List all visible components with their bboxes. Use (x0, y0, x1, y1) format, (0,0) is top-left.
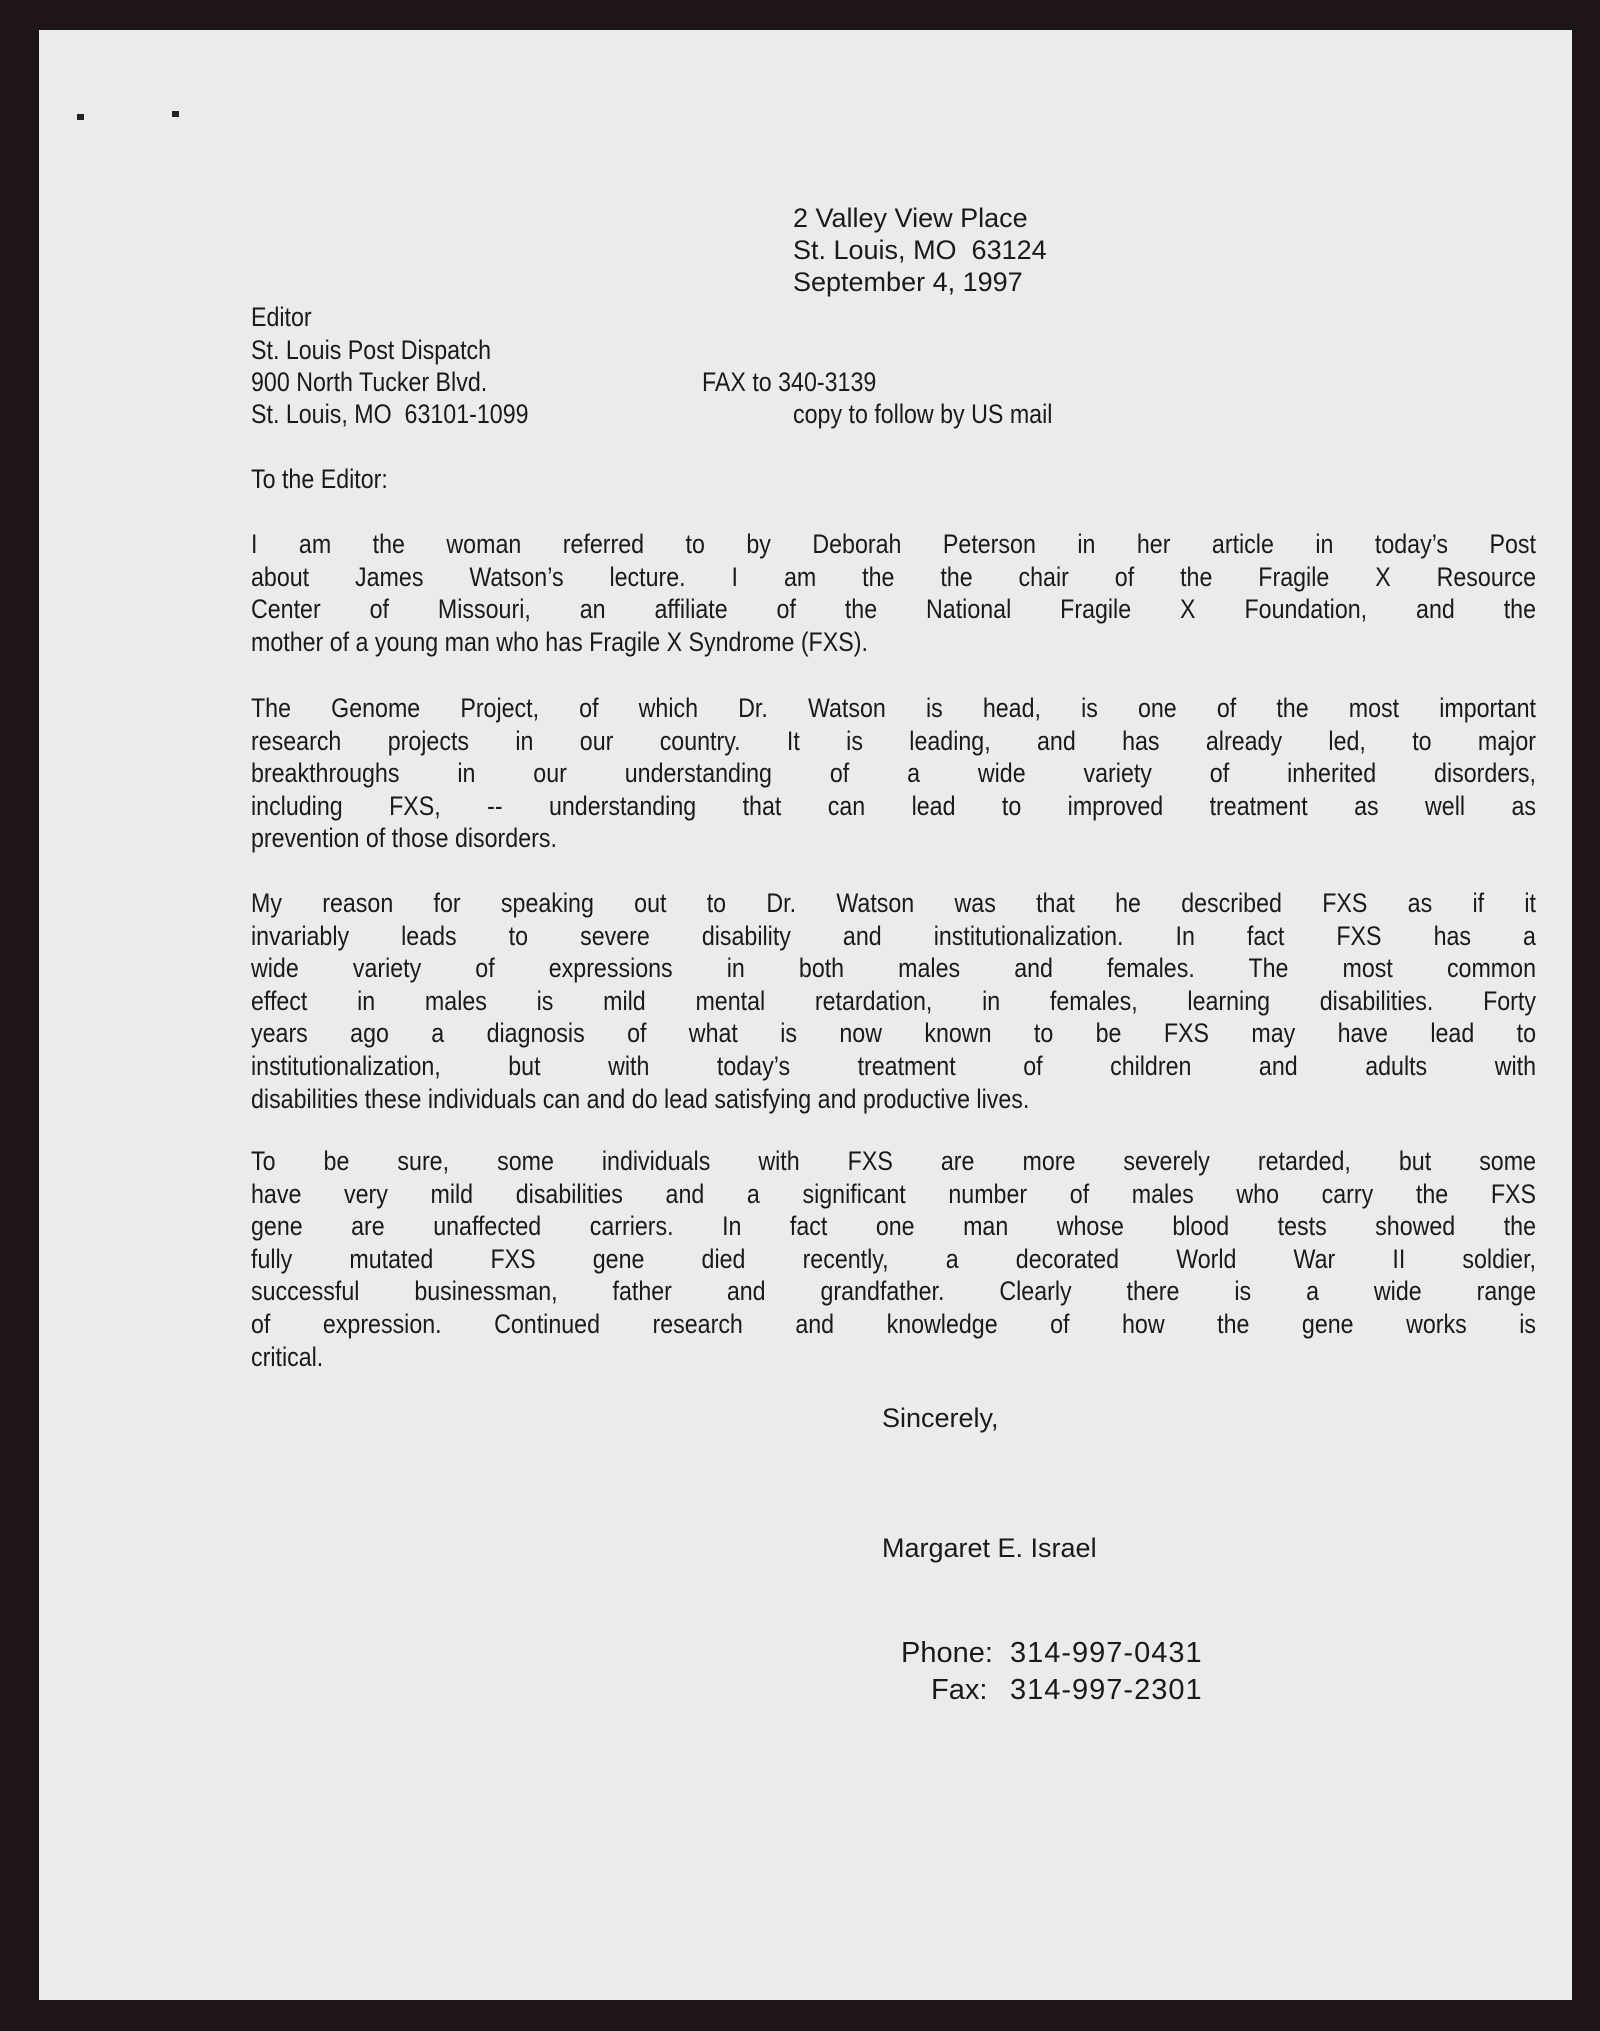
paragraph-line: effect in males is mild mental retardation, in females, learning disabilities. Forty (251, 985, 1536, 1016)
paragraph-line: including FXS, -- understanding that can lead to improved treatment as well as (251, 790, 1536, 821)
paragraph-line: I am the woman referred to by Deborah Peterson in her article in today’s Post (251, 529, 1536, 559)
paragraph-line: invariably leads to severe disability and institutionalization. In fact FXS has a (251, 920, 1536, 951)
copy-note: copy to follow by US mail (793, 399, 1053, 429)
recipient-street: 900 North Tucker Blvd. (251, 367, 488, 397)
paragraph-line: wide variety of expressions in both males and females. The most common (251, 953, 1536, 984)
recipient-city: St. Louis, MO 63101-1099 (251, 399, 529, 429)
paragraph-line: prevention of those disorders. (251, 823, 557, 854)
paragraph-line: fully mutated FXS gene died recently, a decorated World War II soldier, (251, 1243, 1536, 1274)
paragraph-line: breakthroughs in our understanding of a wide variety of inherited disorders, (251, 758, 1536, 789)
paragraph-line: critical. (251, 1341, 324, 1372)
paragraph-line: Center of Missouri, an affiliate of the National Fragile X Foundation, and the (251, 594, 1536, 625)
paragraph-line: gene are unaffected carriers. In fact one man whose blood tests showed the (251, 1211, 1536, 1242)
paragraph-line: mother of a young man who has Fragile X Syndrome (FXS). (251, 626, 868, 657)
recipient-organization: St. Louis Post Dispatch (251, 335, 492, 365)
punch-mark (77, 114, 84, 120)
paragraph-line: about James Watson’s lecture. I am the the chair of the Fragile X Resource (251, 561, 1536, 592)
closing: Sincerely, (882, 1403, 999, 1433)
signature-name: Margaret E. Israel (882, 1533, 1097, 1563)
paragraph-line: successful businessman, father and grandfather. Clearly there is a wide range (251, 1276, 1536, 1307)
fax-note: FAX to 340-3139 (702, 367, 877, 397)
paragraph-line: of expression. Continued research and knowledge of how the gene works is (251, 1308, 1536, 1339)
sender-street: 2 Valley View Place (793, 203, 1028, 233)
recipient-title: Editor (251, 302, 312, 332)
paragraph-line: To be sure, some individuals with FXS are more severely retarded, but some (251, 1146, 1536, 1176)
paragraph-line: disabilities these individuals can and do lead satisfying and productive lives. (251, 1083, 1030, 1114)
body-paragraph (251, 1145, 1536, 1373)
punch-mark (172, 111, 179, 117)
paragraph-line: research projects in our country. It is leading, and has already led, to major (251, 725, 1536, 756)
fax-label: Fax: (931, 1674, 988, 1706)
phone-number: 314-997-0431 (1010, 1637, 1203, 1669)
paragraph-line: years ago a diagnosis of what is now known to be FXS may have lead to (251, 1018, 1536, 1049)
body-paragraph (251, 692, 1536, 855)
paragraph-line: The Genome Project, of which Dr. Watson is head, is one of the most important (251, 693, 1536, 723)
body-paragraph (251, 887, 1536, 1115)
sender-city: St. Louis, MO 63124 (793, 235, 1047, 265)
salutation: To the Editor: (251, 464, 388, 494)
phone-label: Phone: (901, 1637, 993, 1669)
paragraph-line: have very mild disabilities and a significant number of males who carry the FXS (251, 1178, 1536, 1209)
letter-date: September 4, 1997 (793, 267, 1023, 297)
paragraph-line: My reason for speaking out to Dr. Watson was that he described FXS as if it (251, 888, 1536, 918)
paragraph-line: institutionalization, but with today’s treatment of children and adults with (251, 1050, 1536, 1081)
body-paragraph (251, 528, 1536, 658)
fax-number: 314-997-2301 (1010, 1674, 1203, 1706)
